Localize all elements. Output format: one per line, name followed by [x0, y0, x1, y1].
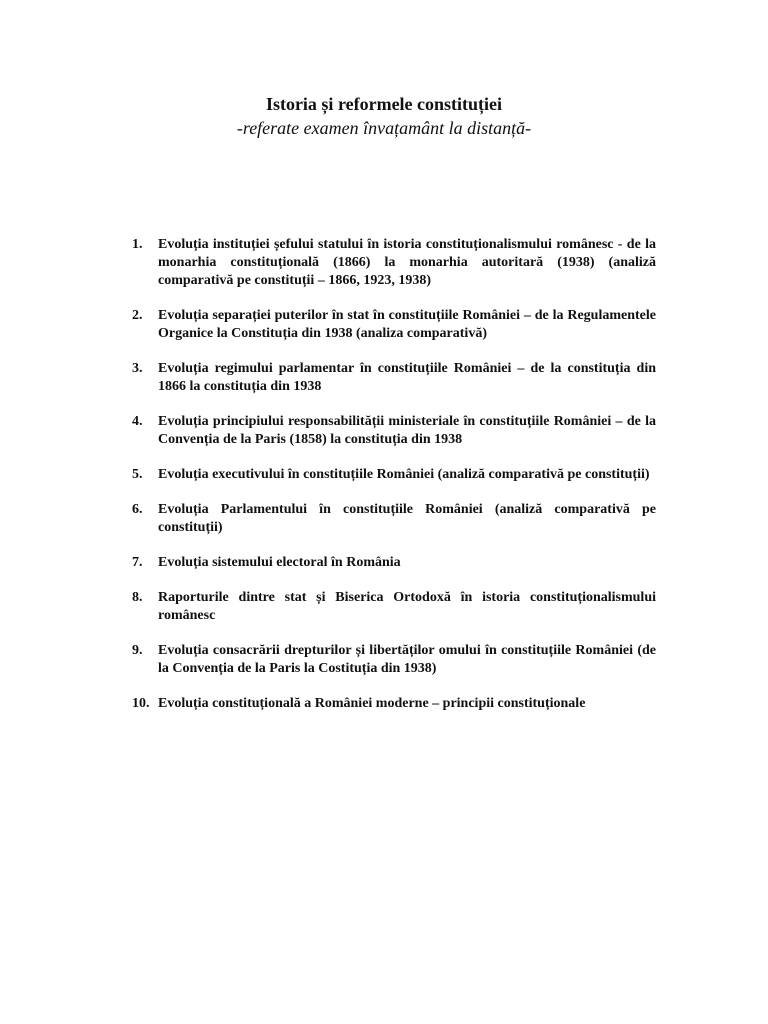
- list-item: [132, 589, 656, 625]
- list-item-number: 1.: [132, 237, 143, 252]
- list-item-text: Evoluția constituțională a României moderne – principii constituționale: [158, 696, 586, 711]
- list-item-number: 5.: [132, 467, 143, 482]
- list-item-text: Evoluția sistemului electoral în România: [158, 555, 401, 570]
- list-item: [132, 695, 656, 713]
- list-item: [132, 413, 656, 449]
- document-subtitle: -referate examen învațamânt la distanță-: [236, 118, 532, 138]
- topics-list: [132, 236, 656, 730]
- list-item: [132, 554, 656, 572]
- list-item-number: 9.: [132, 643, 143, 658]
- list-item-text: Evoluția instituției șefului statului în istoria constituționalismului românesc - de la monarhia constituțională (1866) la monarhia autoritară (1938) (analiză comparativă pe constituții – 1866, 1923, 1938): [158, 237, 656, 288]
- list-item-text: Evoluția Parlamentului în constituțiile României (analiză comparativă pe constituții): [158, 502, 656, 535]
- document-title: Istoria și reformele constituției: [265, 94, 503, 114]
- list-item-number: 7.: [132, 555, 143, 570]
- list-item-text: Evoluția executivului în constituțiile României (analiză comparativă pe constituții): [158, 467, 650, 482]
- list-item-text: Evoluția regimului parlamentar în constituțiile României – de la constituția din 1866 la constituția din 1938: [158, 361, 656, 394]
- list-item-text: Evoluția principiului responsabilității ministeriale în constituțiile României – de la Convenția de la Paris (1858) la constituția din 1938: [158, 414, 656, 447]
- list-item: [132, 236, 656, 290]
- list-item-text: Raporturile dintre stat și Biserica Ortodoxă în istoria constituționalismului românesc: [158, 590, 656, 623]
- list-item: [132, 642, 656, 678]
- list-item: [132, 307, 656, 343]
- list-item-number: 4.: [132, 414, 143, 429]
- list-item-text: Evoluția separației puterilor în stat în constituțiile României – de la Regulamentele Organice la Constituția din 1938 (analiza comparativă): [158, 308, 656, 341]
- list-item: [132, 501, 656, 537]
- list-item-number: 8.: [132, 590, 143, 605]
- list-item-text: Evoluția consacrării drepturilor și libertăților omului în constituțiile României (de la Convenția de la Paris la Costituția din 1938): [158, 643, 656, 676]
- document-header: [0, 92, 768, 140]
- list-item: [132, 466, 656, 484]
- list-item-number: 10.: [132, 696, 150, 711]
- list-item-number: 2.: [132, 308, 143, 323]
- list-item-number: 3.: [132, 361, 143, 376]
- list-item: [132, 360, 656, 396]
- list-item-number: 6.: [132, 502, 143, 517]
